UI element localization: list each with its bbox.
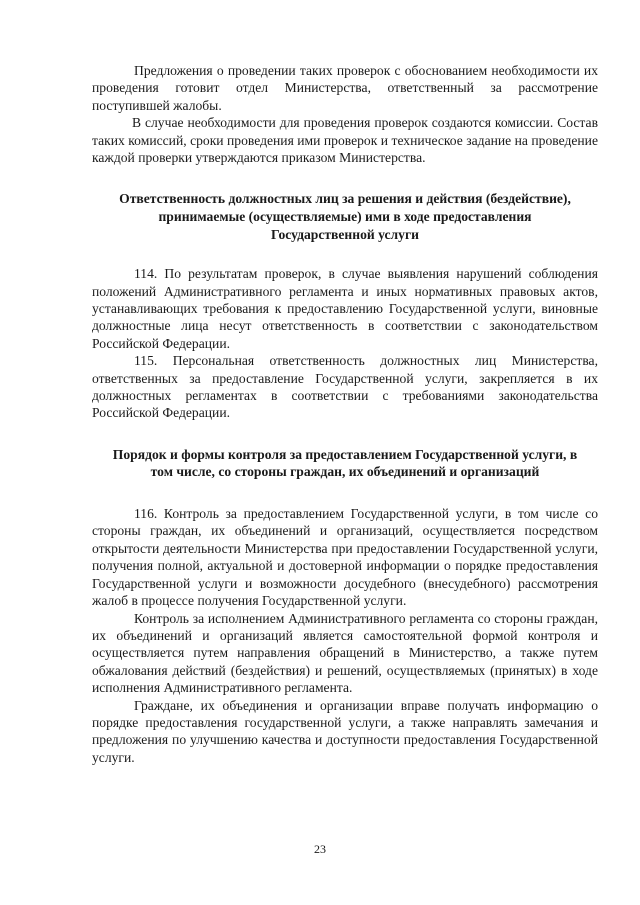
section-heading-responsibility: Ответственность должностных лиц за решения и действия (бездействие), принимаемые (осуществляемые) ими в ходе предоставления Государственной услуги xyxy=(119,191,571,242)
paragraph-intro-commissions: В случае необходимости для проведения проверок создаются комиссии. Состав таких комиссий, сроки проведения ими проверок и техническое задание на проведение каждой проверки утверждаются приказом Министерства. xyxy=(92,115,598,166)
paragraph-116: 116. Контроль за предоставлением Государственной услуги, в том числе со стороны граждан, их объединений и организаций, осуществляется посредством открытости деятельности Министерства при предоставлении Государственной услуги, получения полной, актуальной и достоверной информации о порядке предоставления Государственной услуги и возможности досудебного (внесудебного) рассмотрения жалоб в процессе получения Государственной услуги. xyxy=(92,506,598,609)
paragraph-116-citizen-control: Контроль за исполнением Административного регламента со стороны граждан, их объединений и организаций является самостоятельной формой контроля и осуществляется путем направления обращений в Министерство, а также путем обжалования действий (бездействия) и решений, осуществляемых (принятых) в ходе исполнения Административного регламента. xyxy=(92,610,598,696)
paragraph-115: 115. Персональная ответственность должностных лиц Министерства, ответственных за предоставление Государственной услуги, закрепляется в их должностных регламентах в соответствии с требованиями законодательства Российской Федерации. xyxy=(92,353,598,421)
paragraph-116-citizen-rights: Граждане, их объединения и организации вправе получать информацию о порядке предоставления государственной услуги, а также направлять замечания и предложения по улучшению качества и доступности предоставления Государственной услуги. xyxy=(92,697,598,765)
document-body xyxy=(92,62,598,766)
page-number: 23 xyxy=(314,842,326,856)
paragraph-114: 114. По результатам проверок, в случае выявления нарушений соблюдения положений Административного регламента и иных нормативных правовых актов, устанавливающих требования к предоставлению Государственной услуги, виновные должностные лица несут ответственность в соответствии с законодательством Российской Федерации. xyxy=(92,266,598,351)
section-heading-control: Порядок и формы контроля за предоставлением Государственной услуги, в том числе, со стороны граждан, их объединений и организаций xyxy=(112,446,578,480)
paragraph-intro-proposals: Предложения о проведении таких проверок с обоснованием необходимости их проведения готовит отдел Министерства, ответственный за рассмотрение поступившей жалобы. xyxy=(92,63,598,113)
